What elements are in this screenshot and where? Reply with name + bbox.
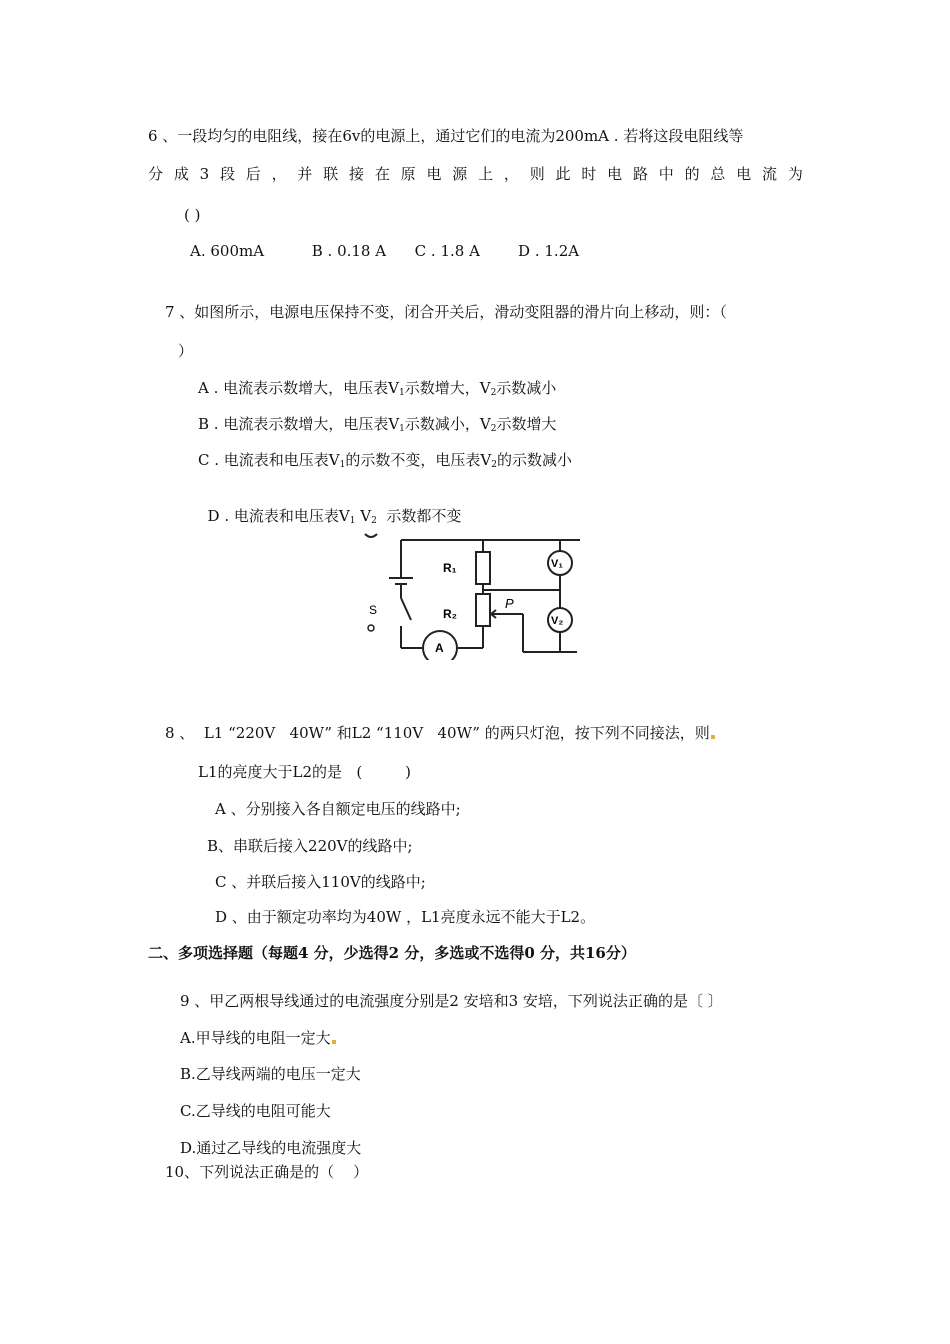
q7-option-a-text2: 示数增大，V bbox=[404, 379, 491, 397]
q9-option-d: D.通过乙导线的电流强度大 bbox=[180, 1139, 362, 1157]
q7-option-c-text2: 的示数不变，电压表V bbox=[345, 451, 492, 469]
q6-stem-line2-char: ， bbox=[503, 165, 519, 183]
q7-stem-line2: ） bbox=[178, 342, 194, 360]
r2-resistor bbox=[476, 594, 490, 626]
q6-stem-line2-char: 则 bbox=[529, 165, 545, 183]
q7-option-d-text2: V bbox=[355, 507, 372, 525]
ammeter-label: A bbox=[435, 641, 444, 655]
q7-option-d-text1: D . 电流表和电压表V bbox=[207, 507, 350, 525]
q8-stem-line1 bbox=[165, 723, 715, 743]
q6-stem-line2-char: 电 bbox=[607, 165, 623, 183]
q7-option-b-sub2: 2 bbox=[490, 424, 497, 434]
q7-option-b-text1: B . 电流表示数增大，电压表V bbox=[198, 415, 400, 433]
corner-mark bbox=[365, 534, 377, 537]
q6-stem-line2-char: 路 bbox=[632, 165, 648, 183]
q7-option-a bbox=[198, 378, 556, 403]
v1-label: V₁ bbox=[551, 558, 563, 570]
q9-stem: 9 、甲乙两根导线通过的电流强度分别是2 安培和3 安培，下列说法正确的是〔 〕 bbox=[180, 992, 723, 1010]
q6-stem-line2-char: 段 bbox=[219, 165, 235, 183]
q8-stem-line2: L1的亮度大于L2的是 ( ) bbox=[198, 763, 411, 781]
q7-option-d-sub2: 2 bbox=[371, 516, 377, 526]
r1-resistor bbox=[476, 552, 490, 584]
q6-stem-line2-char: 总 bbox=[710, 165, 726, 183]
q6-stem-line2-char: 电 bbox=[736, 165, 752, 183]
q6-answer-blank: ( ) bbox=[184, 206, 201, 224]
q7-option-a-text1: A . 电流表示数增大，电压表V bbox=[198, 379, 399, 397]
q8-option-a: A 、分别接入各自额定电压的线路中; bbox=[215, 800, 461, 818]
q6-stem-line2-char: 后 bbox=[245, 165, 261, 183]
q6-stem-line2-char: 为 bbox=[787, 165, 803, 183]
switch-blade bbox=[401, 598, 411, 620]
r1-label: R₁ bbox=[443, 561, 457, 575]
switch-terminal bbox=[368, 625, 374, 631]
q7-option-b-text3: 示数增大 bbox=[496, 415, 557, 433]
q7-option-c bbox=[198, 450, 572, 475]
q7-option-a-sub2: 2 bbox=[490, 388, 497, 398]
q9-option-b: B.乙导线两端的电压一定大 bbox=[180, 1065, 361, 1083]
highlight-dot bbox=[332, 1040, 336, 1044]
q6-stem-line2-char: 上 bbox=[478, 165, 494, 183]
q6-stem-line2-char: 3 bbox=[199, 165, 210, 183]
r2-label: R₂ bbox=[443, 607, 457, 621]
q9-option-c: C.乙导线的电阻可能大 bbox=[180, 1102, 331, 1120]
q8-option-c: C 、并联后接入110V的线路中; bbox=[215, 873, 426, 891]
q6-stem-line2-char: 分 bbox=[148, 165, 164, 183]
q8-stem-line1-text: 8 、 L1 “220V 40W” 和L2 “110V 40W” 的两只灯泡，按下列不同接法，则 bbox=[165, 724, 710, 742]
q7-option-b bbox=[198, 414, 557, 439]
q9-option-a bbox=[180, 1028, 336, 1048]
q7-option-c-text3: 的示数减小 bbox=[496, 451, 572, 469]
q6-stem-line2-char: 在 bbox=[374, 165, 390, 183]
q6-stem-line2-char: 电 bbox=[426, 165, 442, 183]
highlight-dot bbox=[711, 735, 715, 739]
q7-option-d-sub1: 1 bbox=[349, 516, 356, 526]
q7-stem-line1: 7 、如图所示，电源电压保持不变，闭合开关后，滑动变阻器的滑片向上移动，则：（ bbox=[165, 303, 727, 321]
q6-stem-line1: 6 、一段均匀的电阻线，接在6v的电源上，通过它们的电流为200mA . 若将这段电阻线等 bbox=[148, 127, 744, 145]
q7-option-a-text3: 示数减小 bbox=[496, 379, 557, 397]
q6-stem-line2-char: 原 bbox=[400, 165, 416, 183]
q6-stem-line2-char: 流 bbox=[762, 165, 778, 183]
q10-stem: 10、下列说法正确是的（ ） bbox=[165, 1163, 369, 1181]
q6-stem-line2-char: 的 bbox=[684, 165, 700, 183]
q8-option-d: D 、由于额定功率均为40W ，L1亮度永远不能大于L2。 bbox=[215, 908, 596, 926]
q7-option-c-sub2: 2 bbox=[491, 460, 497, 470]
v2-label: V₂ bbox=[551, 615, 564, 627]
section2-heading: 二、多项选择题（每题4 分，少选得2 分，多选或不选得0 分，共16分） bbox=[148, 944, 636, 962]
q7-option-b-sub1: 1 bbox=[399, 424, 405, 434]
q6-stem-line2 bbox=[148, 164, 803, 184]
q7-option-b-text2: 示数减小，V bbox=[404, 415, 491, 433]
q7-option-c-sub1: 1 bbox=[339, 460, 346, 470]
slider-p-label: P bbox=[505, 596, 514, 611]
q6-options: A. 600mA B . 0.18 A C . 1.8 A D . 1.2A bbox=[190, 242, 580, 260]
q9-option-a-text: A.甲导线的电阻一定大 bbox=[180, 1029, 331, 1047]
q8-option-b: B、串联后接入220V的线路中; bbox=[207, 837, 413, 855]
q6-stem-line2-char: 并 bbox=[297, 165, 313, 183]
q6-stem-line2-char: ， bbox=[271, 165, 287, 183]
q7-option-d bbox=[198, 486, 461, 531]
q7-option-a-sub1: 1 bbox=[398, 388, 405, 398]
switch-s-label: S bbox=[369, 603, 378, 617]
q6-stem-line2-char: 此 bbox=[555, 165, 571, 183]
q6-stem-line2-char: 成 bbox=[173, 165, 189, 183]
q6-stem-line2-char: 中 bbox=[658, 165, 674, 183]
q6-stem-line2-char: 源 bbox=[452, 165, 468, 183]
q7-option-c-text1: C . 电流表和电压表V bbox=[198, 451, 340, 469]
q6-stem-line2-char: 联 bbox=[323, 165, 339, 183]
q6-stem-line2-char: 时 bbox=[581, 165, 597, 183]
q6-stem-line2-char: 接 bbox=[349, 165, 365, 183]
q7-circuit-diagram bbox=[355, 530, 595, 660]
q7-option-d-text3: 示数都不变 bbox=[376, 507, 462, 525]
